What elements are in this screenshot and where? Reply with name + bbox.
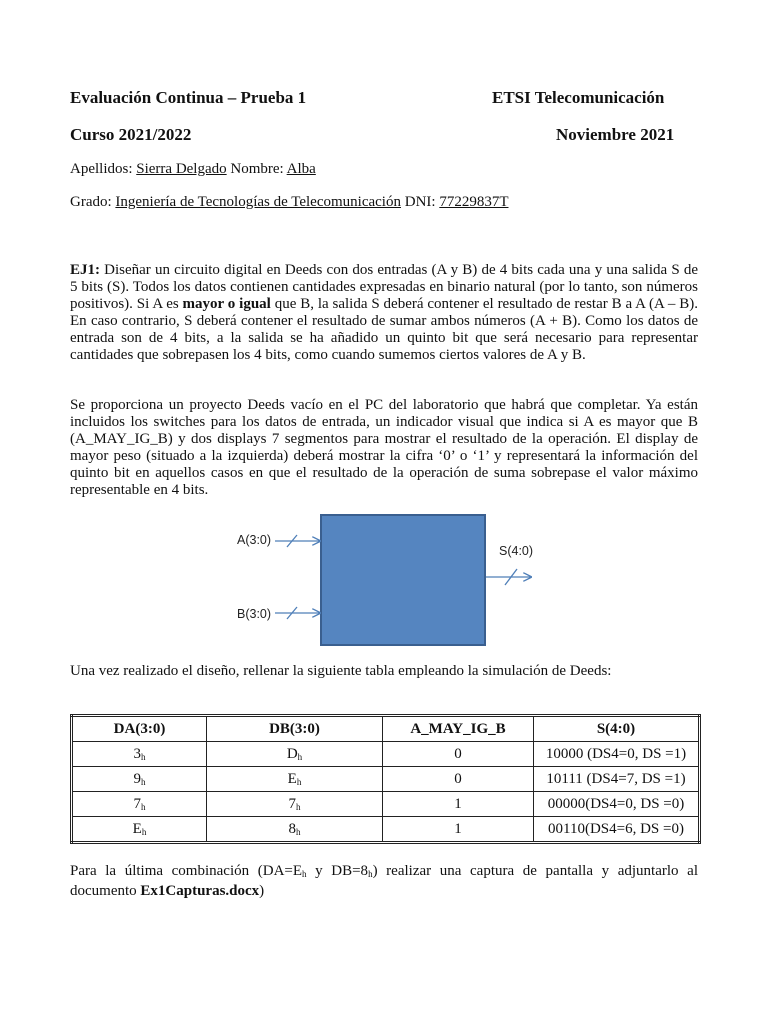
exercise-text-b: que B, la salida S deberá contener el resultado de restar B a A (A – B). En caso contrario, S deberá contener el resultado de sumar ambos números (A + B). Como los datos de entrada son de 4 bits, a la salida se ha añadido un quinto bit que será necesario para representar cantidades que sobrepasen los 4 bits, como cuando sumemos ciertos valores de A y B. <box>70 296 698 363</box>
dni-label: DNI: <box>404 194 436 210</box>
table-row <box>72 742 700 767</box>
exercise-text-a: Diseñar un circuito digital en Deeds con dos entradas (A y B) de 4 bits cada una y una salida S de 5 bits (S). Todos los datos contienen cantidades expresadas en binario natural (por lo tanto, son números positivos). Si A es <box>70 262 698 312</box>
cell-da: $3_h$ <box>72 742 207 767</box>
results-table <box>70 714 701 844</box>
cell-da: $E_h$ <box>72 817 207 843</box>
cell-a-may-ig-b: 0 <box>383 767 534 792</box>
header-da: DA(3:0) <box>72 716 207 742</box>
input-a-label: A(3:0) <box>237 533 272 547</box>
surname-value: Sierra Delgado <box>136 161 227 177</box>
circuit-block <box>321 515 485 645</box>
exam-title: Evaluación Continua – Prueba 1 <box>70 88 307 107</box>
header-s: S(4:0) <box>534 716 700 742</box>
screenshot-instruction: Para la última combinación ($DA=E_h$ y $DB=8_h$) realizar una captura de pantalla y adjuntarlo al documento Ex1Capturas.docx) <box>70 863 698 899</box>
cell-a-may-ig-b: 0 <box>383 742 534 767</box>
exercise-label: EJ1: <box>70 262 100 278</box>
student-name-line <box>70 161 316 178</box>
cell-a-may-ig-b: 1 <box>383 792 534 817</box>
cell-a-may-ig-b: 1 <box>383 817 534 843</box>
exercise-statement <box>70 262 698 364</box>
cell-s: 00000(DS4=0, DS =0) <box>534 792 700 817</box>
cell-db: $D_h$ <box>207 742 383 767</box>
course-year: Curso 2021/2022 <box>70 125 192 144</box>
table-row <box>72 817 700 843</box>
cell-s: 10111 (DS4=7, DS =1) <box>534 767 700 792</box>
cell-db: $E_h$ <box>207 767 383 792</box>
dni-value: 77229837T <box>439 194 509 210</box>
surname-label: Apellidos: <box>70 161 133 177</box>
cell-da: $9_h$ <box>72 767 207 792</box>
table-header-row <box>72 716 700 742</box>
cell-db: $7_h$ <box>207 792 383 817</box>
table-instruction: Una vez realizado el diseño, rellenar la siguiente tabla empleando la simulación de Deeds: <box>70 663 612 679</box>
input-b-label: B(3:0) <box>237 607 272 621</box>
attachment-filename: Ex1Capturas.docx <box>140 883 260 899</box>
header-db: DB(3:0) <box>207 716 383 742</box>
cell-da: $7_h$ <box>72 792 207 817</box>
output-s-label: S(4:0) <box>499 544 534 558</box>
name-value: Alba <box>286 161 316 177</box>
cell-db: $8_h$ <box>207 817 383 843</box>
cell-s: 10000 (DS4=0, DS =1) <box>534 742 700 767</box>
degree-label: Grado: <box>70 194 112 210</box>
name-label: Nombre: <box>230 161 284 177</box>
table-row <box>72 767 700 792</box>
table-row <box>72 792 700 817</box>
project-description: Se proporciona un proyecto Deeds vacío en el PC del laboratorio que habrá que completar. Ya están incluidos los switches para los datos de entrada, un indicador visual que indica si A es mayor que B (A_MAY_IG_B) y dos displays 7 segmentos para mostrar el resultado de la operación. El display de mayor peso (situado a la izquierda) deberá mostrar la cifra ‘0’ o ‘1’ y representará la información del quinto bit en aquellos casos en que el resultado de la operación de suma sobrepase el valor máximo representable en 4 bits. <box>70 397 698 498</box>
exercise-emphasis: mayor o igual <box>182 296 271 312</box>
block-diagram <box>225 505 555 655</box>
school-name: ETSI Telecomunicación <box>492 88 665 107</box>
exam-date: Noviembre 2021 <box>556 125 675 144</box>
degree-line <box>70 194 508 211</box>
header-a-may-ig-b: A_MAY_IG_B <box>383 716 534 742</box>
degree-value: Ingeniería de Tecnologías de Telecomunicación <box>115 194 401 210</box>
cell-s: 00110(DS4=6, DS =0) <box>534 817 700 843</box>
